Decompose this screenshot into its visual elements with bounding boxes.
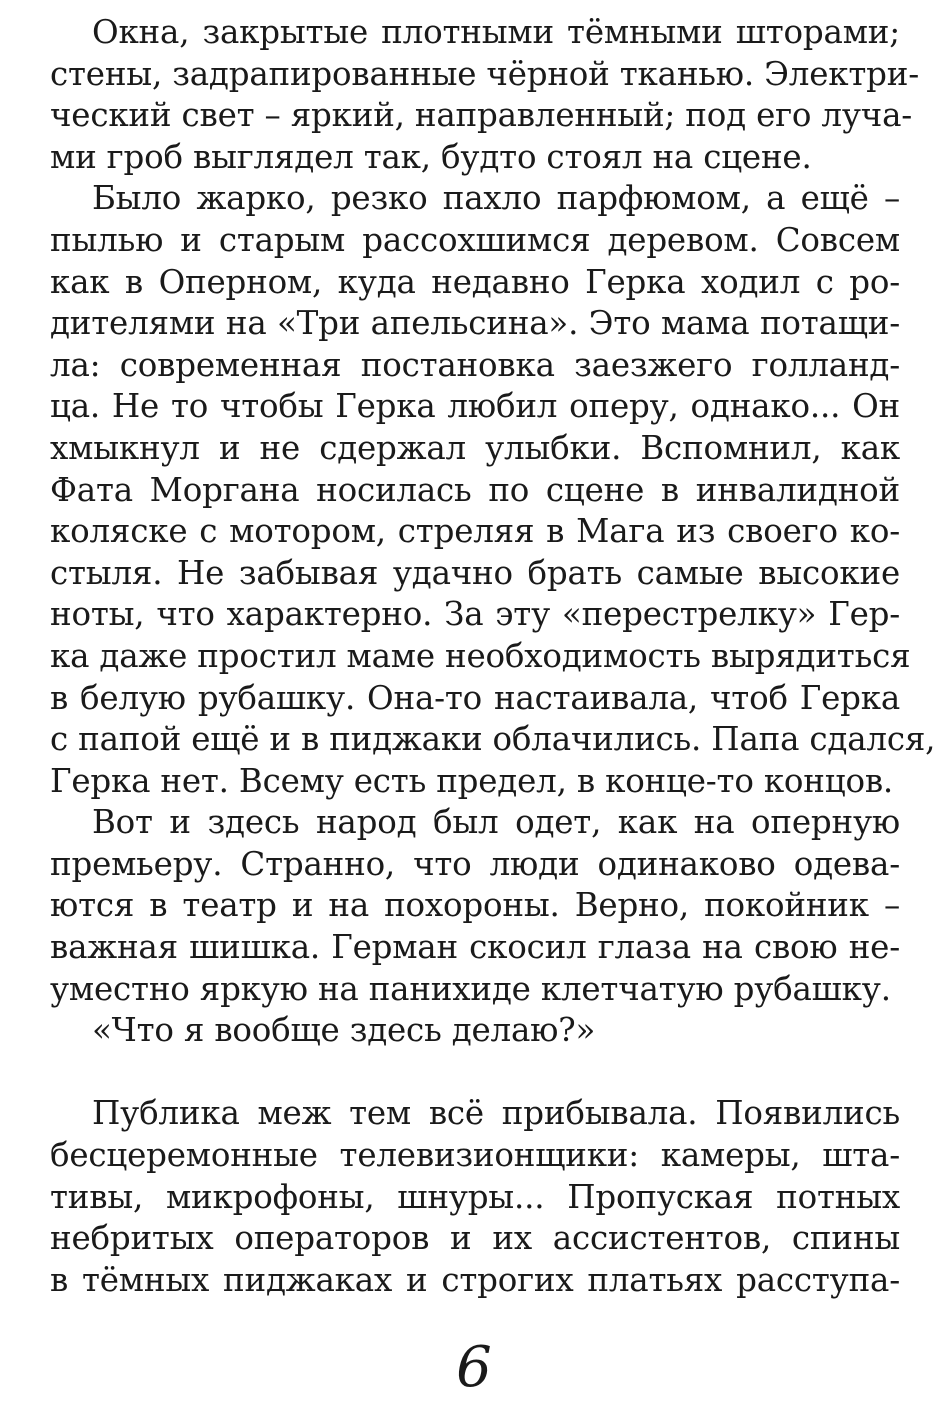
text-line: как в Оперном, куда недавно Герка ходил с ро- xyxy=(50,262,900,301)
text-line: коляске с мотором, стреляя в Мага из своего ко- xyxy=(50,512,900,551)
text-line: ческий свет – яркий, направленный; под его луча- xyxy=(50,96,913,135)
text-line: ка даже простил маме необходимость вырядиться xyxy=(50,636,911,675)
text-line: Фата Моргана носилась по сцене в инвалидной xyxy=(50,470,900,509)
text-line: ла: современная постановка заезжего голланд- xyxy=(50,345,900,384)
text-line: в белую рубашку. Она-то настаивала, чтоб Герка xyxy=(50,678,900,717)
text-line: Было жарко, резко пахло парфюмом, а ещё – xyxy=(92,179,900,218)
section-break xyxy=(50,1052,900,1094)
text-line: ца. Не то чтобы Герка любил оперу, однако... Он xyxy=(50,387,900,426)
text-line: премьеру. Странно, что люди одинаково одева- xyxy=(50,844,900,883)
text-line: ются в театр и на похороны. Верно, покойник – xyxy=(50,886,900,925)
text-line: дителями на «Три апельсина». Это мама потащи- xyxy=(50,304,900,343)
text-line: Окна, закрытые плотными тёмными шторами; xyxy=(92,13,900,51)
text-line: важная шишка. Герман скосил глаза на свою не- xyxy=(50,928,900,967)
text-line: уместно яркую на панихиде клетчатую рубашку. xyxy=(50,969,891,1008)
text-line: Публика меж тем всё прибывала. Появились xyxy=(92,1094,900,1133)
text-line: стыля. Не забывая удачно брать самые высокие xyxy=(50,553,900,592)
text-line: бесцеремонные телевизионщики: камеры, шта- xyxy=(50,1136,900,1175)
text-line: Герка нет. Всему есть предел, в конце-то концов. xyxy=(50,761,894,800)
text-line: пылью и старым рассохшимся деревом. Совсем xyxy=(50,220,900,259)
body-text xyxy=(50,12,936,1301)
text-line: ми гроб выглядел так, будто стоял на сцене. xyxy=(50,137,812,176)
text-line: ноты, что характерно. За эту «перестрелку» Гер- xyxy=(50,595,900,634)
text-line: с папой ещё и в пиджаки облачились. Папа сдался, xyxy=(50,720,936,759)
text-line: «Что я вообще здесь делаю?» xyxy=(92,1011,596,1050)
text-line: Вот и здесь народ был одет, как на оперную xyxy=(92,803,900,842)
page-number: 6 xyxy=(456,1335,492,1400)
text-line: небритых операторов и их ассистентов, спины xyxy=(50,1219,900,1258)
text-line: в тёмных пиджаках и строгих платьях расступа- xyxy=(50,1260,900,1299)
text-line: хмыкнул и не сдержал улыбки. Вспомнил, как xyxy=(50,428,900,467)
text-line: стены, задрапированные чёрной тканью. Электри- xyxy=(50,54,920,93)
text-line: тивы, микрофоны, шнуры... Пропуская потных xyxy=(50,1177,900,1216)
